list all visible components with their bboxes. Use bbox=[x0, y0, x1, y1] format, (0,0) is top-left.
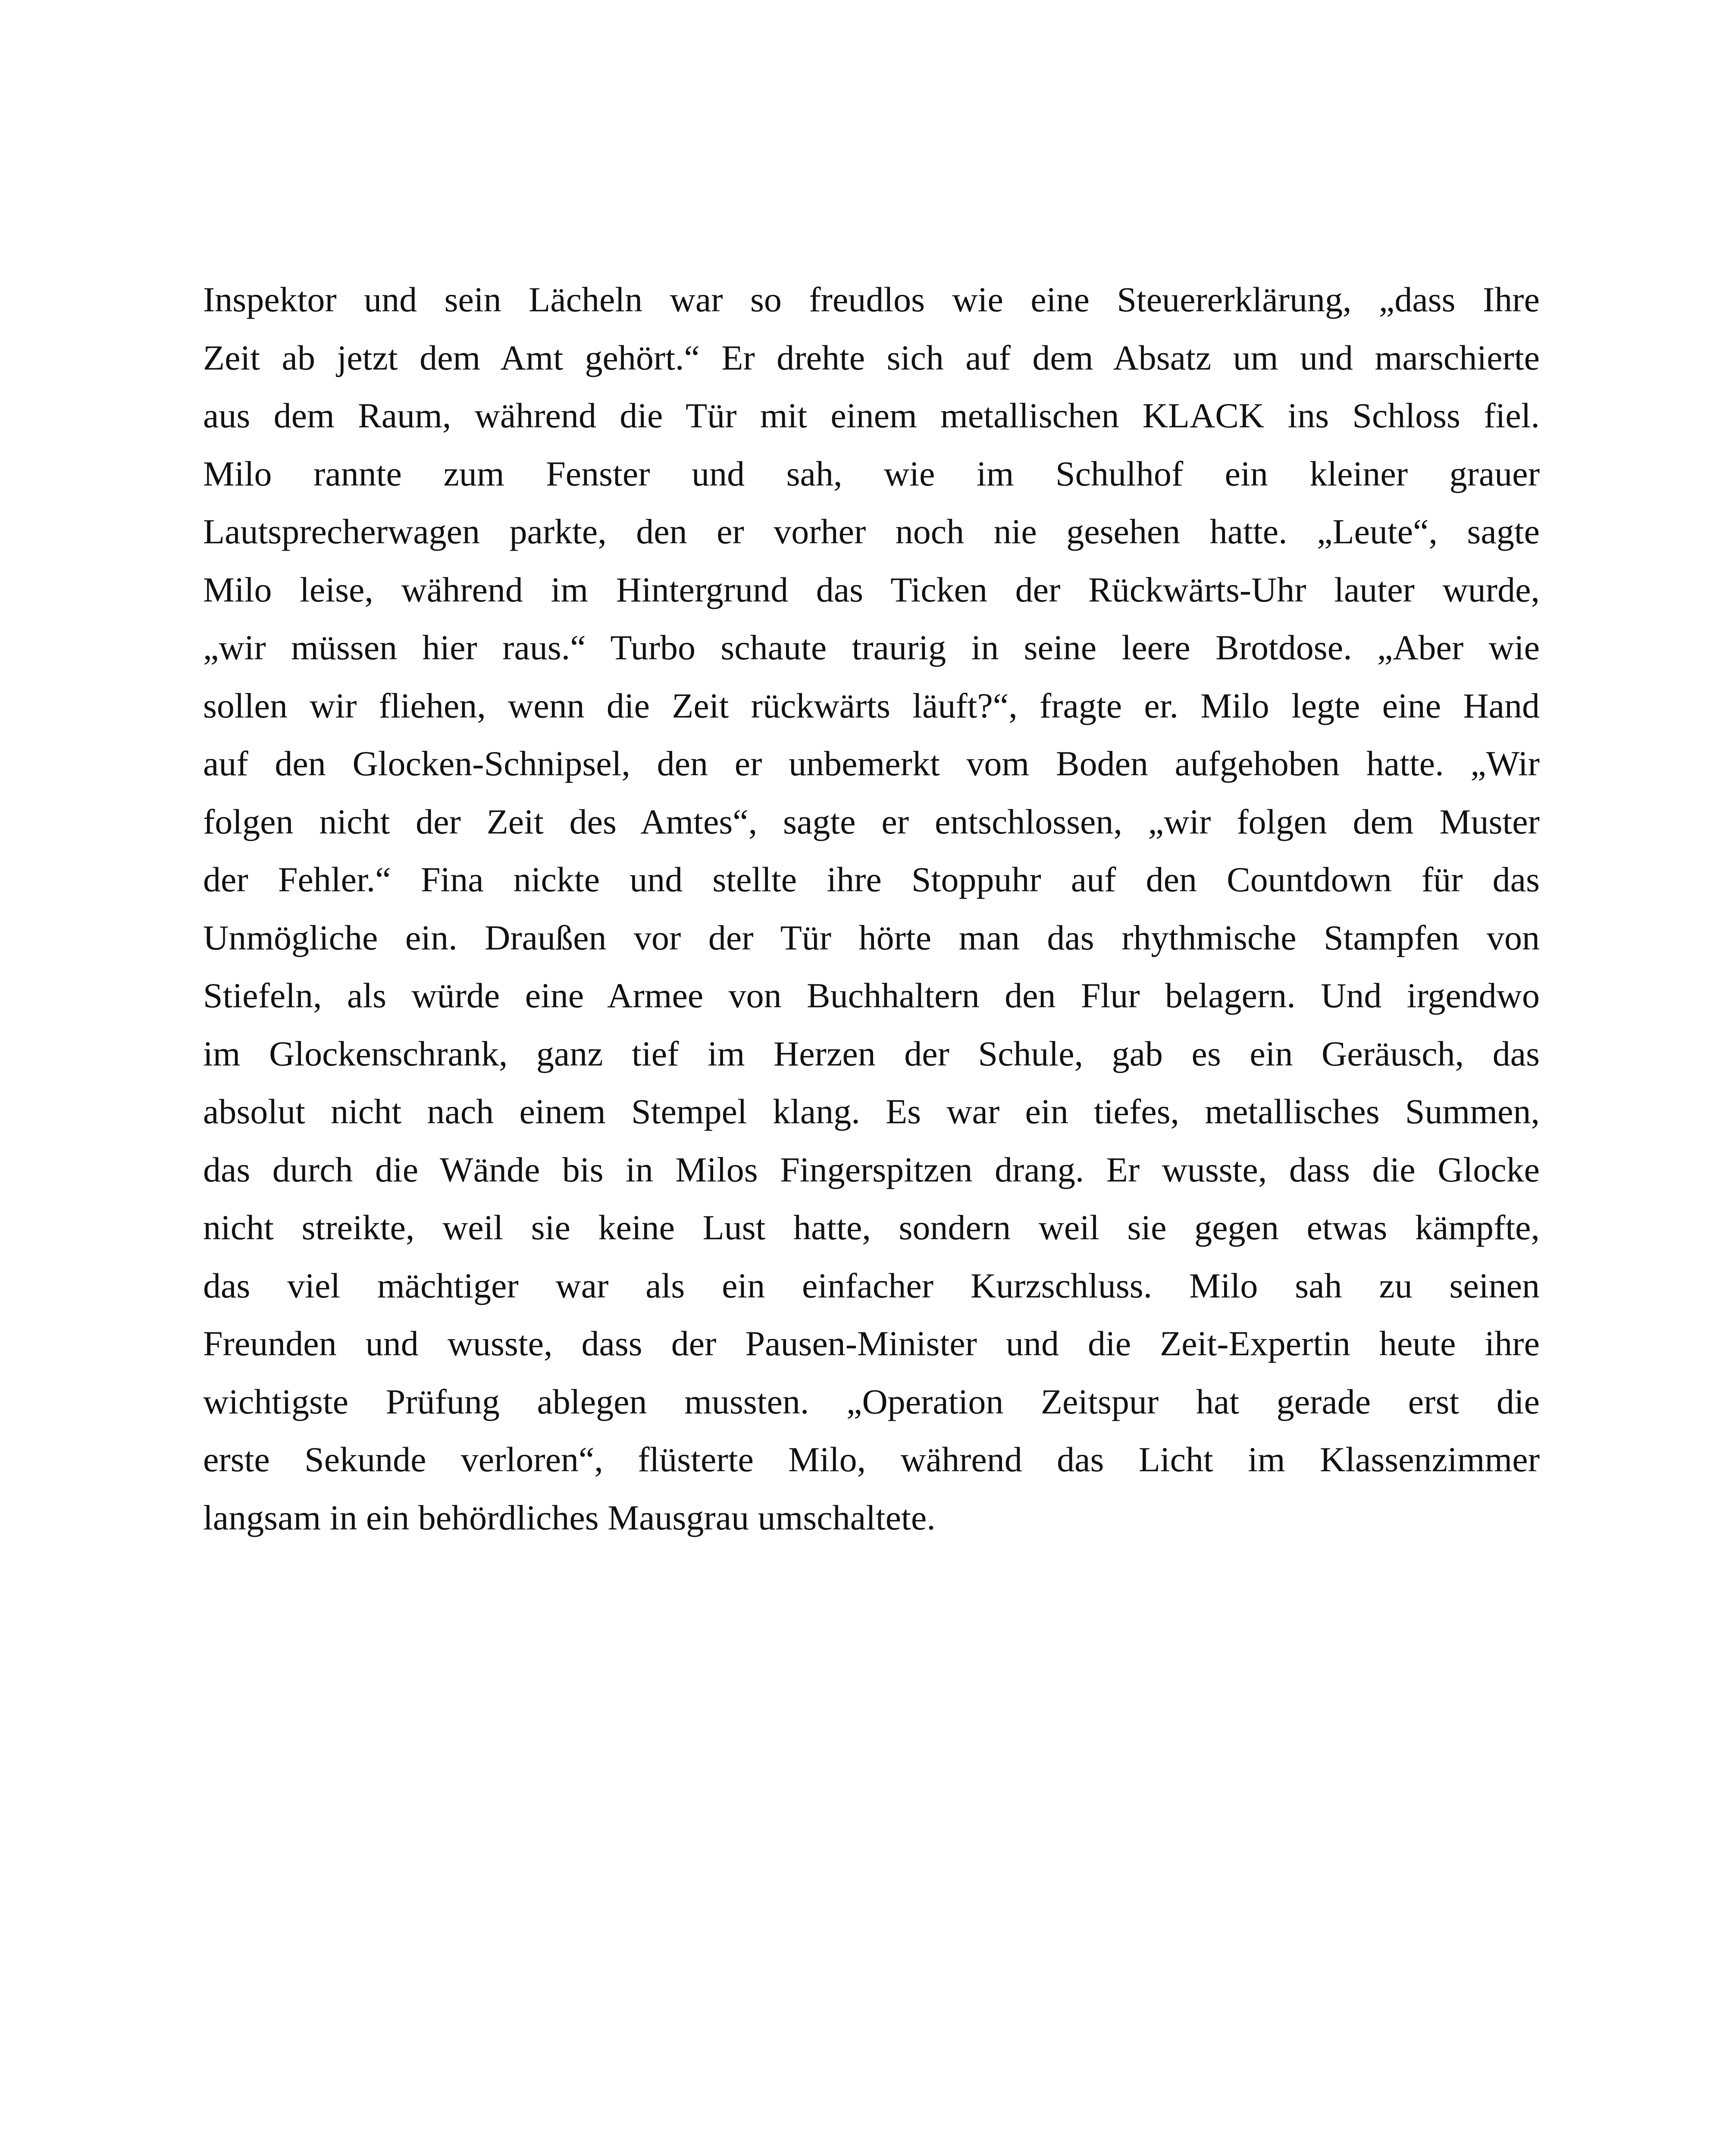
text-line: das durch die Wände bis in Milos Fingerspitzen drang. Er wusste, dass die Glocke bbox=[203, 1150, 1540, 1189]
text-line: im Glockenschrank, ganz tief im Herzen der Schule, gab es ein Geräusch, das bbox=[203, 1034, 1540, 1073]
body-paragraph bbox=[203, 271, 1540, 1547]
text-line: wichtigste Prüfung ablegen mussten. „Operation Zeitspur hat gerade erst die bbox=[203, 1382, 1540, 1421]
text-line: Milo leise, während im Hintergrund das Ticken der Rückwärts-Uhr lauter wurde, bbox=[203, 570, 1540, 609]
text-line: Freunden und wusste, dass der Pausen-Minister und die Zeit-Expertin heute ihre bbox=[203, 1324, 1540, 1363]
text-line: erste Sekunde verloren“, flüsterte Milo, während das Licht im Klassenzimmer bbox=[203, 1440, 1540, 1479]
text-line: folgen nicht der Zeit des Amtes“, sagte er entschlossen, „wir folgen dem Muster bbox=[203, 802, 1540, 841]
text-line: nicht streikte, weil sie keine Lust hatte, sondern weil sie gegen etwas kämpfte, bbox=[203, 1208, 1540, 1247]
text-line-last: langsam in ein behördliches Mausgrau umschaltete. bbox=[203, 1498, 936, 1537]
text-line: der Fehler.“ Fina nickte und stellte ihre Stoppuhr auf den Countdown für das bbox=[203, 860, 1540, 899]
text-line: Stiefeln, als würde eine Armee von Buchhaltern den Flur belagern. Und irgendwo bbox=[203, 976, 1540, 1015]
text-line: Inspektor und sein Lächeln war so freudlos wie eine Steuererklärung, „dass Ihre bbox=[203, 280, 1540, 319]
text-line: das viel mächtiger war als ein einfacher Kurzschluss. Milo sah zu seinen bbox=[203, 1266, 1540, 1305]
text-line: aus dem Raum, während die Tür mit einem metallischen KLACK ins Schloss fiel. bbox=[203, 396, 1540, 435]
text-line: auf den Glocken-Schnipsel, den er unbemerkt vom Boden aufgehoben hatte. „Wir bbox=[203, 744, 1540, 783]
text-line: „wir müssen hier raus.“ Turbo schaute traurig in seine leere Brotdose. „Aber wie bbox=[203, 628, 1540, 667]
text-line: Unmögliche ein. Draußen vor der Tür hörte man das rhythmische Stampfen von bbox=[203, 918, 1540, 957]
text-line: Milo rannte zum Fenster und sah, wie im Schulhof ein kleiner grauer bbox=[203, 454, 1540, 493]
text-line: Zeit ab jetzt dem Amt gehört.“ Er drehte sich auf dem Absatz um und marschierte bbox=[203, 338, 1540, 377]
text-line: Lautsprecherwagen parkte, den er vorher noch nie gesehen hatte. „Leute“, sagte bbox=[203, 512, 1540, 551]
text-line: absolut nicht nach einem Stempel klang. Es war ein tiefes, metallisches Summen, bbox=[203, 1092, 1540, 1131]
text-line: sollen wir fliehen, wenn die Zeit rückwärts läuft?“, fragte er. Milo legte eine Hand bbox=[203, 686, 1540, 725]
